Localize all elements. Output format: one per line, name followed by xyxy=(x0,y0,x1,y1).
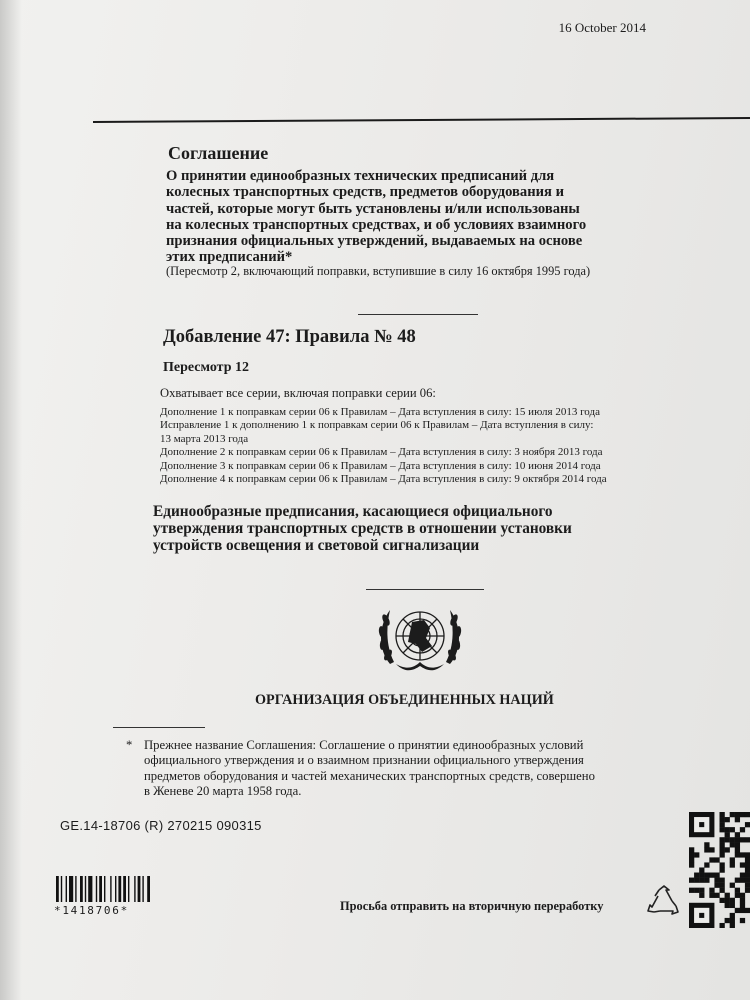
agreement-title xyxy=(166,168,686,266)
revision-heading: Пересмотр 12 xyxy=(163,360,249,375)
regulation-title-line: утверждения транспортных средств в отношении установки xyxy=(153,520,572,537)
amendment-item: Дополнение 3 к поправкам серии 06 к Правилам – Дата вступления в силу: 10 июня 2014 года xyxy=(160,459,601,472)
amendment-item: Дополнение 2 к поправкам серии 06 к Правилам – Дата вступления в силу: 3 ноября 2013 года xyxy=(160,446,603,459)
footnote-line: официального утверждения и о взаимном признании официального утверждения xyxy=(144,753,584,768)
agreement-title-line: признания официальных утверждений, выдаваемых на основе xyxy=(166,233,583,250)
barcode-icon xyxy=(56,876,178,902)
regulation-title-line: Единообразные предписания, касающиеся официального xyxy=(153,503,553,520)
barcode-number: *1418706* xyxy=(54,904,129,917)
covers-line: Охватывает все серии, включая поправки серии 06: xyxy=(160,386,436,400)
agreement-title-line: колесных транспортных средств, предметов оборудования и xyxy=(166,184,564,201)
footnote-rule xyxy=(113,727,205,728)
amendment-item: Исправление 1 к дополнению 1 к поправкам серии 06 к Правилам – Дата вступления в силу: xyxy=(160,419,594,432)
recycle-icon xyxy=(646,884,682,918)
footnote-line: в Женеве 20 марта 1958 года. xyxy=(144,784,302,799)
footnote-body xyxy=(144,738,696,800)
un-emblem-icon xyxy=(372,598,468,684)
top-rule xyxy=(93,117,750,123)
agreement-title-line: частей, которые могут быть установлены и/или использованы xyxy=(166,200,580,217)
regulation-title-line: устройств освещения и световой сигнализации xyxy=(153,537,480,554)
document-code: GE.14-18706 (R) 270215 090315 xyxy=(60,818,262,833)
addendum-heading: Добавление 47: Правила № 48 xyxy=(163,327,416,347)
agreement-title-line: О принятии единообразных технических предписаний для xyxy=(166,168,555,184)
organization-name: ОРГАНИЗАЦИЯ ОБЪЕДИНЕННЫХ НАЦИЙ xyxy=(255,692,554,708)
amendment-item: Дополнение 1 к поправкам серии 06 к Правилам – Дата вступления в силу: 15 июля 2013 года xyxy=(160,406,600,418)
agreement-heading: Соглашение xyxy=(168,143,269,163)
regulation-title xyxy=(153,503,693,554)
agreement-revision-note: (Пересмотр 2, включающий поправки, вступившие в силу 16 октября 1995 года) xyxy=(166,264,591,278)
amendments-list xyxy=(160,406,680,486)
amendment-item: Дополнение 4 к поправкам серии 06 к Правилам – Дата вступления в силу: 9 октября 2014 года xyxy=(160,473,607,486)
amendment-item: 13 марта 2013 года xyxy=(160,432,249,445)
qr-code-icon xyxy=(689,812,750,928)
footnote xyxy=(126,738,696,800)
agreement-title-line: этих предписаний* xyxy=(166,249,293,266)
section-divider xyxy=(366,589,484,590)
recycle-label: Просьба отправить на вторичную переработку xyxy=(340,899,604,913)
agreement-title-line: на колесных транспортных средствах, и об условиях взаимного xyxy=(166,216,587,233)
footnote-marker: * xyxy=(126,738,133,752)
document-date: 16 October 2014 xyxy=(558,20,646,35)
footnote-line: предметов оборудования и частей механических транспортных средств, совершено xyxy=(144,768,595,783)
footnote-line: Прежнее название Соглашения: Соглашение о принятии единообразных условий xyxy=(144,738,584,752)
section-divider xyxy=(358,314,478,315)
